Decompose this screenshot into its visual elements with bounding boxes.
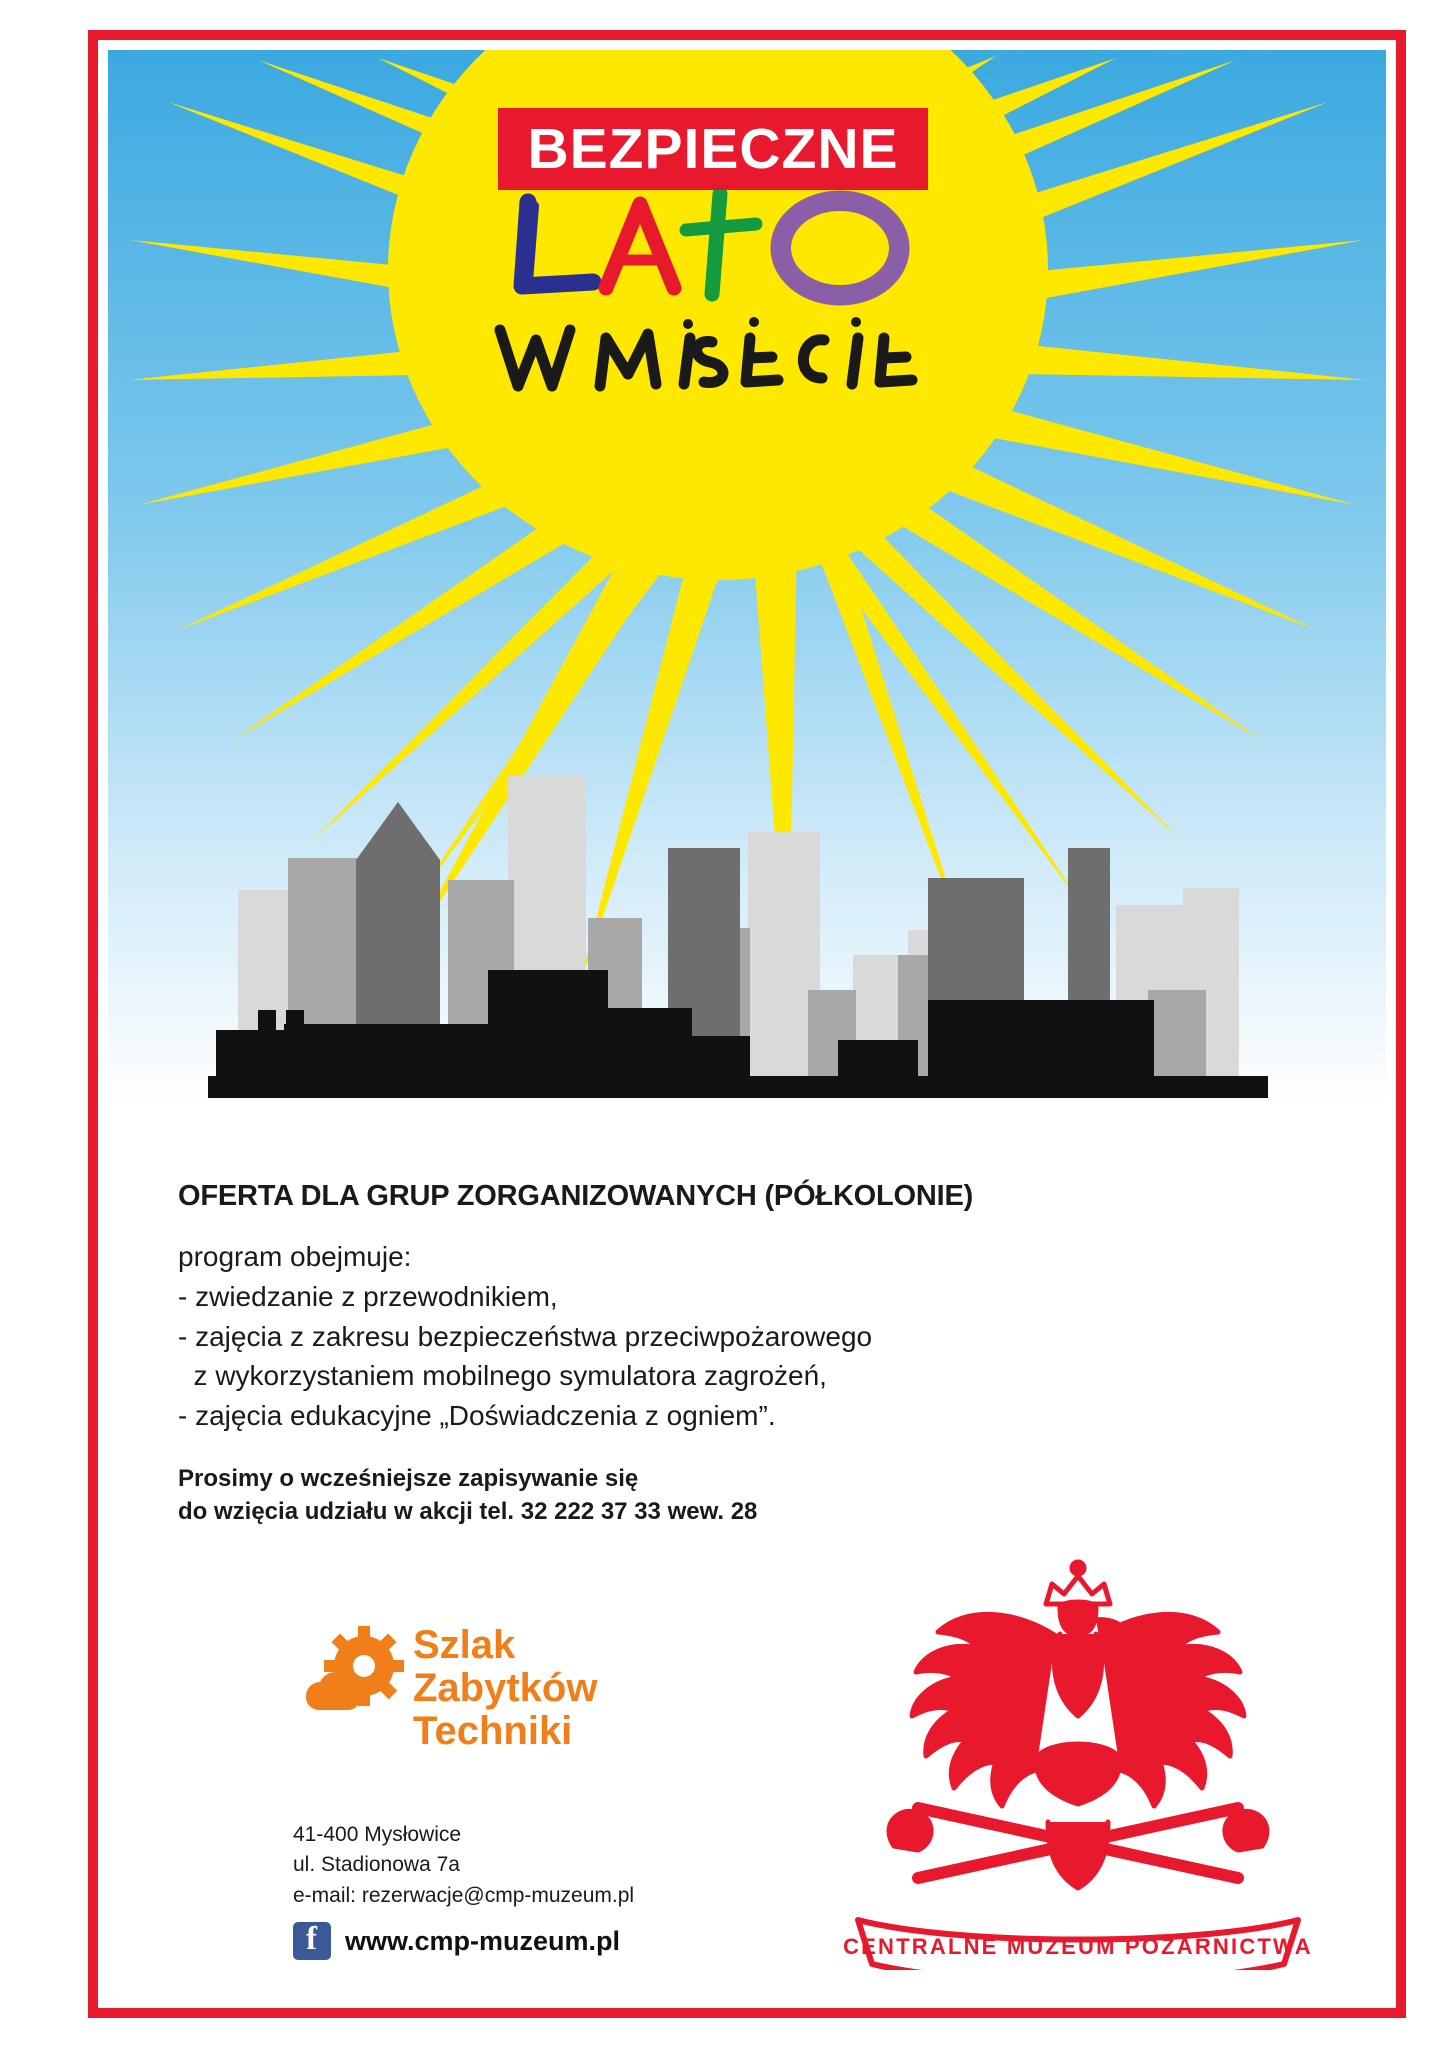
museum-emblem [798, 1550, 1358, 1970]
offer-title: OFERTA DLA GRUP ZORGANIZOWANYCH (PÓŁKOLONIE) [178, 1180, 974, 1212]
lato-letters-icon [488, 190, 948, 320]
szlak-line3: Techniki [413, 1709, 573, 1754]
subtitle-wordmark [488, 312, 948, 402]
headline-badge [498, 108, 928, 190]
szlak-wordmark [413, 1624, 597, 1754]
museum-banner-text: CENTRALNE MUZEUM POŻARNICTWA [843, 1934, 1313, 1959]
w-miescie-letters-icon [488, 312, 958, 404]
program-item: - zajęcia edukacyjne „Doświadczenia z ogniem”. [178, 1400, 776, 1431]
eagle-emblem-icon [798, 1550, 1358, 1970]
registration-note-line2: do wzięcia udziału w akcji tel. 32 222 37 33 wew. 28 [178, 1498, 758, 1526]
address-line-2: ul. Stadionowa 7a [293, 1853, 460, 1877]
gear-cloud-icon [298, 1622, 413, 1732]
registration-note [178, 1462, 1316, 1529]
poster-inner [108, 50, 1386, 1998]
city-skyline [108, 740, 1386, 1160]
program-item: - zwiedzanie z przewodnikiem, [178, 1280, 558, 1312]
program-item: - zajęcia z zakresu bezpieczeństwa przeciwpożarowego [178, 1320, 873, 1352]
registration-note-line1: Prosimy o wcześniejsze zapisywanie się [178, 1464, 639, 1492]
address-email: e-mail: rezerwacje@cmp-muzeum.pl [293, 1883, 635, 1907]
lato-wordmark [488, 190, 948, 320]
poster-frame [88, 30, 1406, 2018]
program-item: z wykorzystaniem mobilnego symulatora zagrożeń, [178, 1360, 827, 1392]
program-list [178, 1237, 1316, 1436]
headline-badge-text: BEZPIECZNE [527, 117, 899, 181]
contact-address [293, 1820, 634, 1911]
facebook-icon[interactable] [293, 1922, 331, 1960]
program-intro: program obejmuje: [178, 1241, 412, 1272]
website-url[interactable]: www.cmp-muzeum.pl [345, 1925, 621, 1956]
szlak-zabytkow-techniki-logo [293, 1610, 663, 1795]
szlak-line1: Szlak [413, 1623, 516, 1667]
offer-content [108, 1180, 1386, 1529]
szlak-line2: Zabytków [413, 1666, 598, 1711]
website-row[interactable] [293, 1922, 620, 1960]
address-line-1: 41-400 Mysłowice [293, 1823, 462, 1846]
